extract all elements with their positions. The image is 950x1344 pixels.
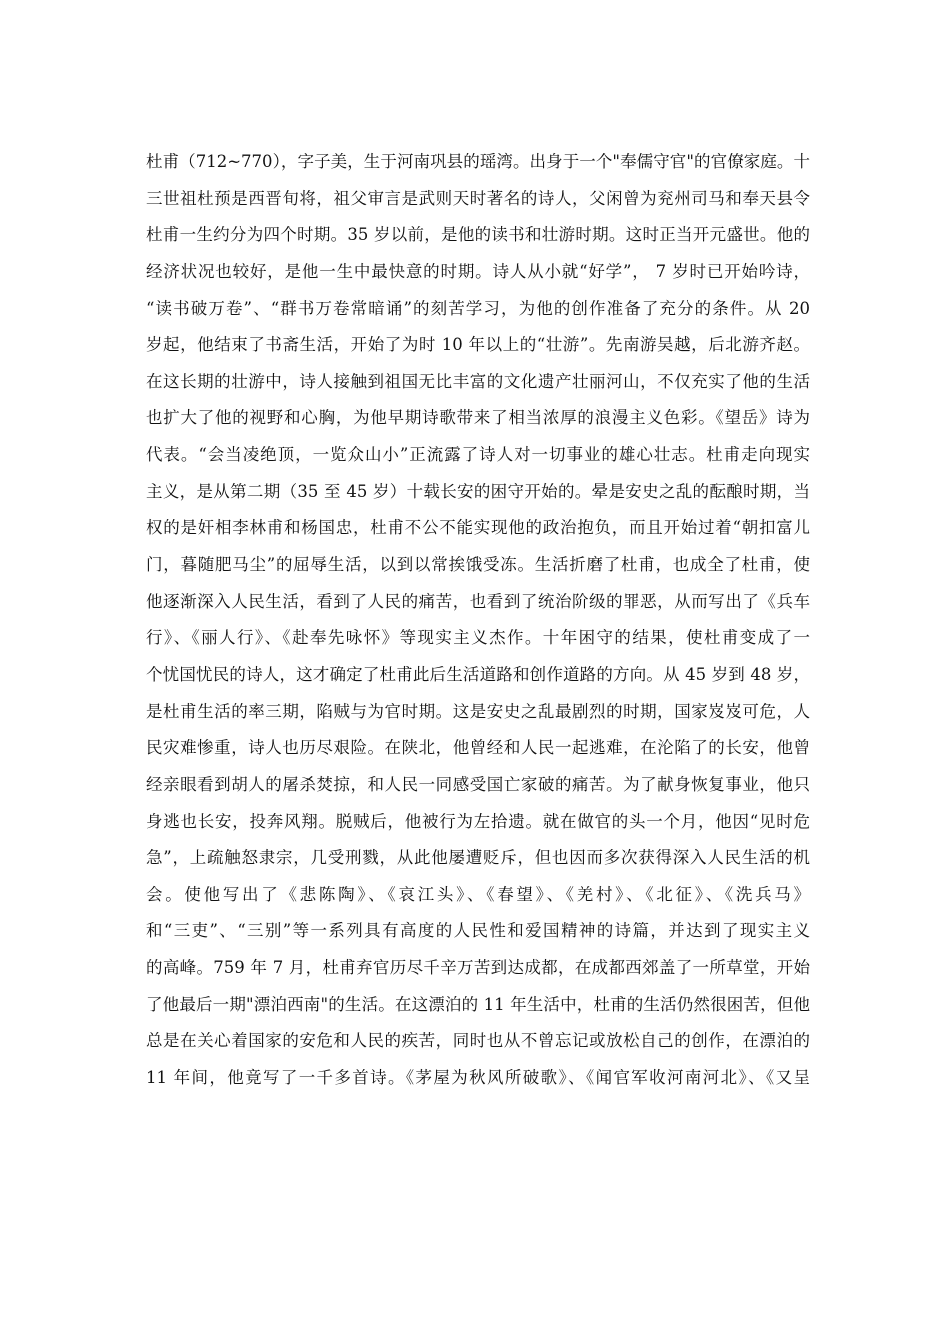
text-line: 三世祖杜预是西晋旬将，祖父审言是武则天时著名的诗人，父闲曾为兖州司马和奉天县令: [146, 188, 810, 208]
text-line: 民灾难惨重，诗人也历尽艰险。在陕北，他曾经和人民一起逃难，在沦陷了的长安，他曾: [146, 738, 810, 758]
text-line: 的高峰。759 年 7 月，杜甫弃官历尽千辛万苦到达成都，在成都西郊盖了一所草堂，开始: [146, 958, 810, 978]
text-line: 在这长期的壮游中，诗人接触到祖国无比丰富的文化遗产壮丽河山，不仅充实了他的生活: [146, 371, 810, 391]
text-line: 急”，上疏触怒隶宗，几受刑戮，从此他屡遭贬斥，但也因而多次获得深入人民生活的机: [146, 848, 810, 868]
text-line: 岁起，他结束了书斋生活，开始了为时 10 年以上的“壮游”。先南游吴越，后北游齐赵。: [146, 335, 810, 355]
text-line: 代表。“会当凌绝顶，一览众山小”正流露了诗人对一切事业的雄心壮志。杜甫走向现实: [146, 445, 810, 465]
text-line: 身逃也长安，投奔风翔。脱贼后，他被行为左拾遗。就在做官的头一个月，他因“见时危: [146, 811, 810, 831]
text-line: “读书破万卷”、“群书万卷常暗诵”的刻苦学习，为他的创作准备了充分的条件。从 20: [146, 298, 810, 318]
text-line: 门，暮随肥马尘”的屈辱生活，以到以常挨饿受冻。生活折磨了杜甫，也成全了杜甫，使: [146, 555, 810, 575]
text-line: 和“三吏”、“三别”等一系列具有高度的人民性和爱国精神的诗篇，并达到了现实主义: [146, 921, 810, 941]
text-line: 总是在关心着国家的安危和人民的疾苦，同时也从不曾忘记或放松自己的创作，在漂泊的: [146, 1031, 810, 1051]
text-line: 经亲眼看到胡人的屠杀焚掠，和人民一同感受国亡家破的痛苦。为了献身恢复事业，他只: [146, 774, 810, 794]
body-text: [146, 144, 810, 1097]
text-line: 了他最后一期"漂泊西南"的生活。在这漂泊的 11 年生活中，杜甫的生活仍然很困苦，但他: [146, 994, 810, 1014]
text-line: 是杜甫生活的率三期，陷贼与为官时期。这是安史之乱最剧烈的时期，国家岌岌可危，人: [146, 701, 810, 721]
text-line: 权的是奸相李林甫和杨国忠，杜甫不公不能实现他的政治抱负，而且开始过着“朝扣富儿: [146, 518, 810, 538]
text-line: 会。使他写出了《悲陈陶》、《哀江头》、《春望》、《羌村》、《北征》、《洗兵马》: [146, 884, 810, 904]
text-line: 个忧国忧民的诗人，这才确定了杜甫此后生活道路和创作道路的方向。从 45 岁到 48 岁，: [146, 664, 810, 684]
text-line: 也扩大了他的视野和心胸，为他早期诗歌带来了相当浓厚的浪漫主义色彩。《望岳》诗为: [146, 408, 810, 428]
text-line: 杜甫（712~770），字子美，生于河南巩县的瑶湾。出身于一个"奉儒守官"的官僚家庭。十: [146, 152, 810, 171]
text-line: 11 年间，他竟写了一千多首诗。《茅屋为秋风所破歌》、《闻官军收河南河北》、《又呈: [146, 1068, 810, 1088]
text-line: 他逐渐深入人民生活，看到了人民的痛苦，也看到了统治阶级的罪恶，从而写出了《兵车: [146, 591, 810, 611]
text-line: 经济状况也较好，是他一生中最快意的时期。诗人从小就“好学”， 7 岁时已开始吟诗，: [146, 261, 810, 281]
text-line: 主义，是从第二期（35 至 45 岁）十载长安的困守开始的。晕是安史之乱的酝酿时期，当: [146, 481, 810, 501]
text-line: 杜甫一生约分为四个时期。35 岁以前，是他的读书和壮游时期。这时正当开元盛世。他的: [146, 225, 810, 245]
text-line: 行》、《丽人行》、《赴奉先咏怀》等现实主义杰作。十年困守的结果，使杜甫变成了一: [146, 628, 810, 648]
